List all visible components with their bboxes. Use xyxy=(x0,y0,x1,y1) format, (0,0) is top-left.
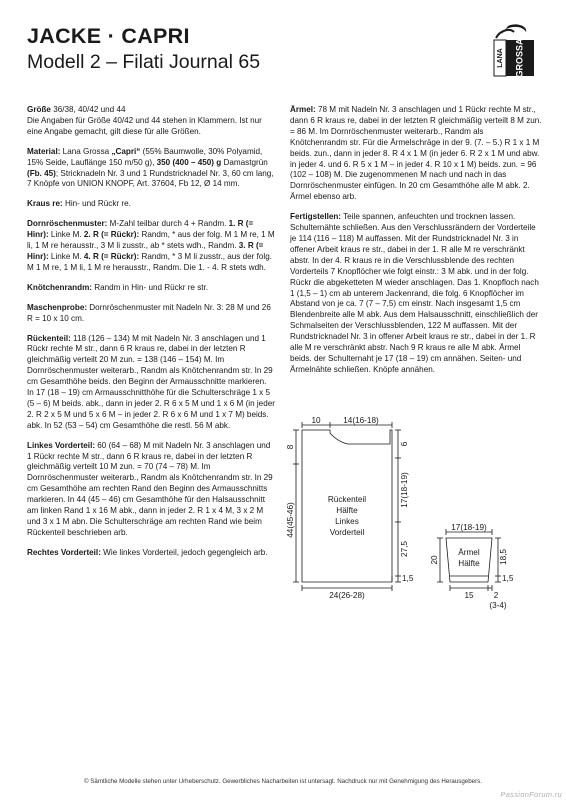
dim-sleeve-increase: 2 xyxy=(493,591,499,600)
body-label-line-3: Linkes xyxy=(335,517,359,526)
rueckenteil-heading: Rückenteil: xyxy=(27,333,71,343)
dorn-text: Linke M. xyxy=(48,251,84,261)
maschenprobe-text: Dornröschenmuster mit Nadeln Nr. 3: 28 M und 26 R = 10 x 10 cm. xyxy=(27,302,271,323)
maschenprobe-heading: Maschenprobe: xyxy=(27,302,88,312)
fertigstellen-text: Teile spannen, anfeuchten und trocknen lassen. Schulternähte schließen. Aus den Verschlussrändern der Vorderteile je 114 (116 – 118) M auffassen. Mit der Rundstricknadel Nr. 3 in offener Arbeit kraus re str., dabei in der 1. R alle M re verschränkt abstr. In der 4. R kraus re in die Verschlussblende des rechten Vorderteils 7 Knopflöcher wie folgt einstr.: 3 M abk. und in der folg. Rückr die abgeketteten M wieder anschlagen. Das 1. Knopfloch nach 1 (1,5 – 1) cm ab unterem Jackenrand, die folg. 6 Knopflöcher im Abstand von je ca. 7 (7 – 7,5) cm einstr. Nach insgesamt 1,5 cm Blendenbreite alle M abk. Aus dem Halsausschnitt, einschließlich der Schmalseiten der Verschlussblenden, 122 M auffassen. Mit der Rundstricknadel Nr. 3 in offener Arbeit kraus re str., dabei in der 1. R alle M re verschränkt abstr. Nach 9 R kraus re alle M abk. Ärmel beids. der Schulternaht je 17 (18 – 19) cm annähen. Seiten- und Ärmelnähte schließen. Knöpfe annähen. xyxy=(290,212,539,374)
knoetchen-heading: Knötchenrandm: xyxy=(27,282,92,292)
lana-grossa-logo xyxy=(488,22,540,78)
dim-sleeve-side: 18,5 xyxy=(499,549,508,565)
groesse-text: Die Angaben für Größe 40/42 und 44 stehen in Klammern. Ist nur eine Angabe gemacht, gilt diese für alle Größen. xyxy=(27,115,262,136)
linkes-vorderteil-paragraph xyxy=(27,441,275,539)
linkes-vorderteil-text: 60 (64 – 68) M mit Nadeln Nr. 3 anschlagen und 1 Rückr rechte M str., dann 6 R kraus re, dabei in der letzten R gleichmäßig verteilt 10 M zun. = 70 (74 – 78) M. Im Dornröschenmuster weiterarb., Randm als Knötchenrandm str. In 29 cm Gesamthöhe am rechten Rand den Beginn des Armausschnitts markieren. In 44 (45 – 46) cm Gesamthöhe für den Halsausschnitt am linken Rand 1 x 16 M abk., dann in jeder 2. R 1 x 4 M, 3 x 2 M und 3 x 1 M abn. Die Schulterschräge am rechten Rand wie beim Rückenteil beschrieben arb. xyxy=(27,440,273,537)
pattern-schematic xyxy=(288,414,548,634)
dorn-heading: Dornröschenmuster: xyxy=(27,219,108,229)
material-amount: 350 (400 – 450) g xyxy=(156,157,222,167)
rueckenteil-text: 118 (126 – 134) M mit Nadeln Nr. 3 anschlagen und 1 Rückr rechte M str., dann 6 R kraus re, dabei in der letzten R gleichmäßig verteilt 20 M zun. = 138 (146 – 154) M. Im Dornröschenmuster weiterarb., Randm als Knötchenrandm str. In 29 cm Gesamthöhe beids. den Beginn der Armausschnitte markieren. In 17 (18 – 19) cm Armausschnitthöhe für die Schulterschräge 1 x 5 (5 – 6) M beids. abk., dann in jeder 2. R 6 x 5 M und 1 x 6 M (in jeder 2. R 2 x 5 M und 5 x 6 M – in jeder 2. R 6 x 6 M und 1 x 7 M) beids. abk. In 52 (53 – 54) cm Gesamthöhe die restl. 56 M abk. xyxy=(27,333,275,430)
dorn-text: Randm, * aus der folg. M 1 M re, 1 M li, 1 M re herausstr., 3 M li zusstr., ab * stets wdh., Randm. xyxy=(27,230,275,251)
rechtes-vorderteil-heading: Rechtes Vorderteil: xyxy=(27,547,101,557)
dim-armhole-depth: 17(18-19) xyxy=(400,472,409,508)
copyright-footer: © Sämtliche Modelle stehen unter Urheberschutz. Gewerbliches Nacharbeiten ist untersagt. Nachdruck nur mit Genehmigung des Herausgebers. xyxy=(83,778,482,785)
knoetchen-text: Randm in Hin- und Rückr re str. xyxy=(92,282,209,292)
dorn-text: Randm, * 3 M li zusstr., aus der folg. M 1 M re, 1 M li, 1 M re herausstr., Randm. Die 1. - 4. R stets wdh. xyxy=(27,251,272,272)
body-label-line-1: Rückenteil xyxy=(327,495,367,504)
dorn-row-label: 3. R (= Hinr): xyxy=(27,241,264,261)
dorn-row-label: 4. R (= Rückr): xyxy=(83,251,140,261)
aermel-text: 78 M mit Nadeln Nr. 3 anschlagen und 1 Rückr rechte M str., dann 6 R kraus re, dabei in der letzten R gleichmäßig verteilt 8 M zun. = 86 M. Im Dornröschenmuster weiterarb., Randm als Knötchenrandm str. Für die Ärmelschräge in der 9. (7. – 5.) R 1 x 1 M beids. zun., dann in jeder 8. R 4 x 1 M (in jeder 6. R 2 x 1 M und abw. in jeder 4. und 6. R 5 x 1 M – in jeder 4. R 10 x 1 M) beids. zun. = 96 (102 – 108) M. Die zugenommenen M nach und nach in das Dornröschenmuster einfügen. In 20 cm Gesamthöhe alle M abk. 2. Ärmel ebenso arb. xyxy=(290,105,542,202)
dim-sleeve-increase-sizes: (3-4) xyxy=(489,601,507,610)
logo-text-lana: LANA xyxy=(496,48,504,68)
maschenprobe-paragraph xyxy=(27,303,275,325)
material-color: (Fb. 45) xyxy=(27,168,56,178)
dim-body-width: 24(26-28) xyxy=(329,591,365,600)
groesse-paragraph xyxy=(27,105,275,138)
kraus-text: Hin- und Rückr re. xyxy=(62,199,131,209)
aermel-paragraph xyxy=(290,105,542,203)
dim-side-length: 27,5 xyxy=(400,541,409,557)
material-text: Lana Grossa xyxy=(60,146,112,156)
material-paragraph xyxy=(27,147,275,191)
fertigstellen-heading: Fertigstellen: xyxy=(290,212,342,222)
knoetchen-paragraph xyxy=(27,283,275,294)
dorn-text: Linke M. xyxy=(48,230,84,240)
material-text: ; Stricknadeln Nr. 3 und 1 Rundstricknadel Nr. 3, 60 cm lang, 7 Knöpfe von UNION KNOPF, Art. 37604, Fb 12, Ø 14 mm. xyxy=(27,168,274,189)
groesse-sizes: 36/38, 40/42 und 44 xyxy=(50,105,126,114)
dim-shoulder-slope: 6 xyxy=(400,441,409,447)
kraus-heading: Kraus re: xyxy=(27,199,63,209)
dim-neck-width: 10 xyxy=(311,416,321,425)
logo-text-grossa: GROSSA xyxy=(514,38,525,78)
groesse-heading: Größe xyxy=(27,105,51,114)
dim-sleeve-band: 1,5 xyxy=(502,574,514,583)
fertigstellen-paragraph xyxy=(290,212,542,376)
rueckenteil-paragraph xyxy=(27,334,275,432)
dim-neck-depth: 8 xyxy=(286,444,295,450)
material-text: (55% Baumwolle, 30% Polyamid, 15% Seide, Lauflänge 150 m/50 g), xyxy=(27,146,263,167)
right-text-column xyxy=(290,105,542,385)
left-text-column xyxy=(27,105,275,568)
rechtes-vorderteil-text: Wie linkes Vorderteil, jedoch gegengleich arb. xyxy=(100,547,268,557)
linkes-vorderteil-heading: Linkes Vorderteil: xyxy=(27,440,96,450)
aermel-heading: Ärmel: xyxy=(290,105,316,114)
dorn-paragraph xyxy=(27,219,275,274)
dim-sleeve-bottom: 15 xyxy=(464,591,474,600)
dim-sleeve-length: 20 xyxy=(430,555,439,565)
material-yarn: „Capri“ xyxy=(111,146,141,156)
rechtes-vorderteil-paragraph xyxy=(27,548,275,559)
material-heading: Material: xyxy=(27,146,61,156)
dorn-row-label: 2. R (= Rückr): xyxy=(83,230,140,240)
kraus-paragraph xyxy=(27,199,275,210)
material-text: Damastgrün xyxy=(221,157,268,167)
page-subtitle: Modell 2 – Filati Journal 65 xyxy=(27,51,261,73)
dim-shoulder-width: 14(16-18) xyxy=(343,416,379,425)
page-title: JACKE · CAPRI xyxy=(27,24,190,48)
sleeve-label-line-2: Hälfte xyxy=(458,559,480,568)
dorn-text: M-Zahl teilbar durch 4 + Randm. xyxy=(107,219,229,229)
dorn-row-label: 1. R (= Hinr): xyxy=(27,219,254,240)
logo-swirl-icon xyxy=(496,24,526,38)
dim-sleeve-top: 17(18-19) xyxy=(451,523,487,532)
body-label-line-4: Vorderteil xyxy=(329,528,365,537)
dim-total-length: 44(45-46) xyxy=(286,502,295,538)
site-watermark: PassionForum.ru xyxy=(500,790,562,799)
body-label-line-2: Hälfte xyxy=(336,506,358,515)
dim-body-band: 1,5 xyxy=(402,574,414,583)
sleeve-label-line-1: Ärmel xyxy=(458,548,480,557)
